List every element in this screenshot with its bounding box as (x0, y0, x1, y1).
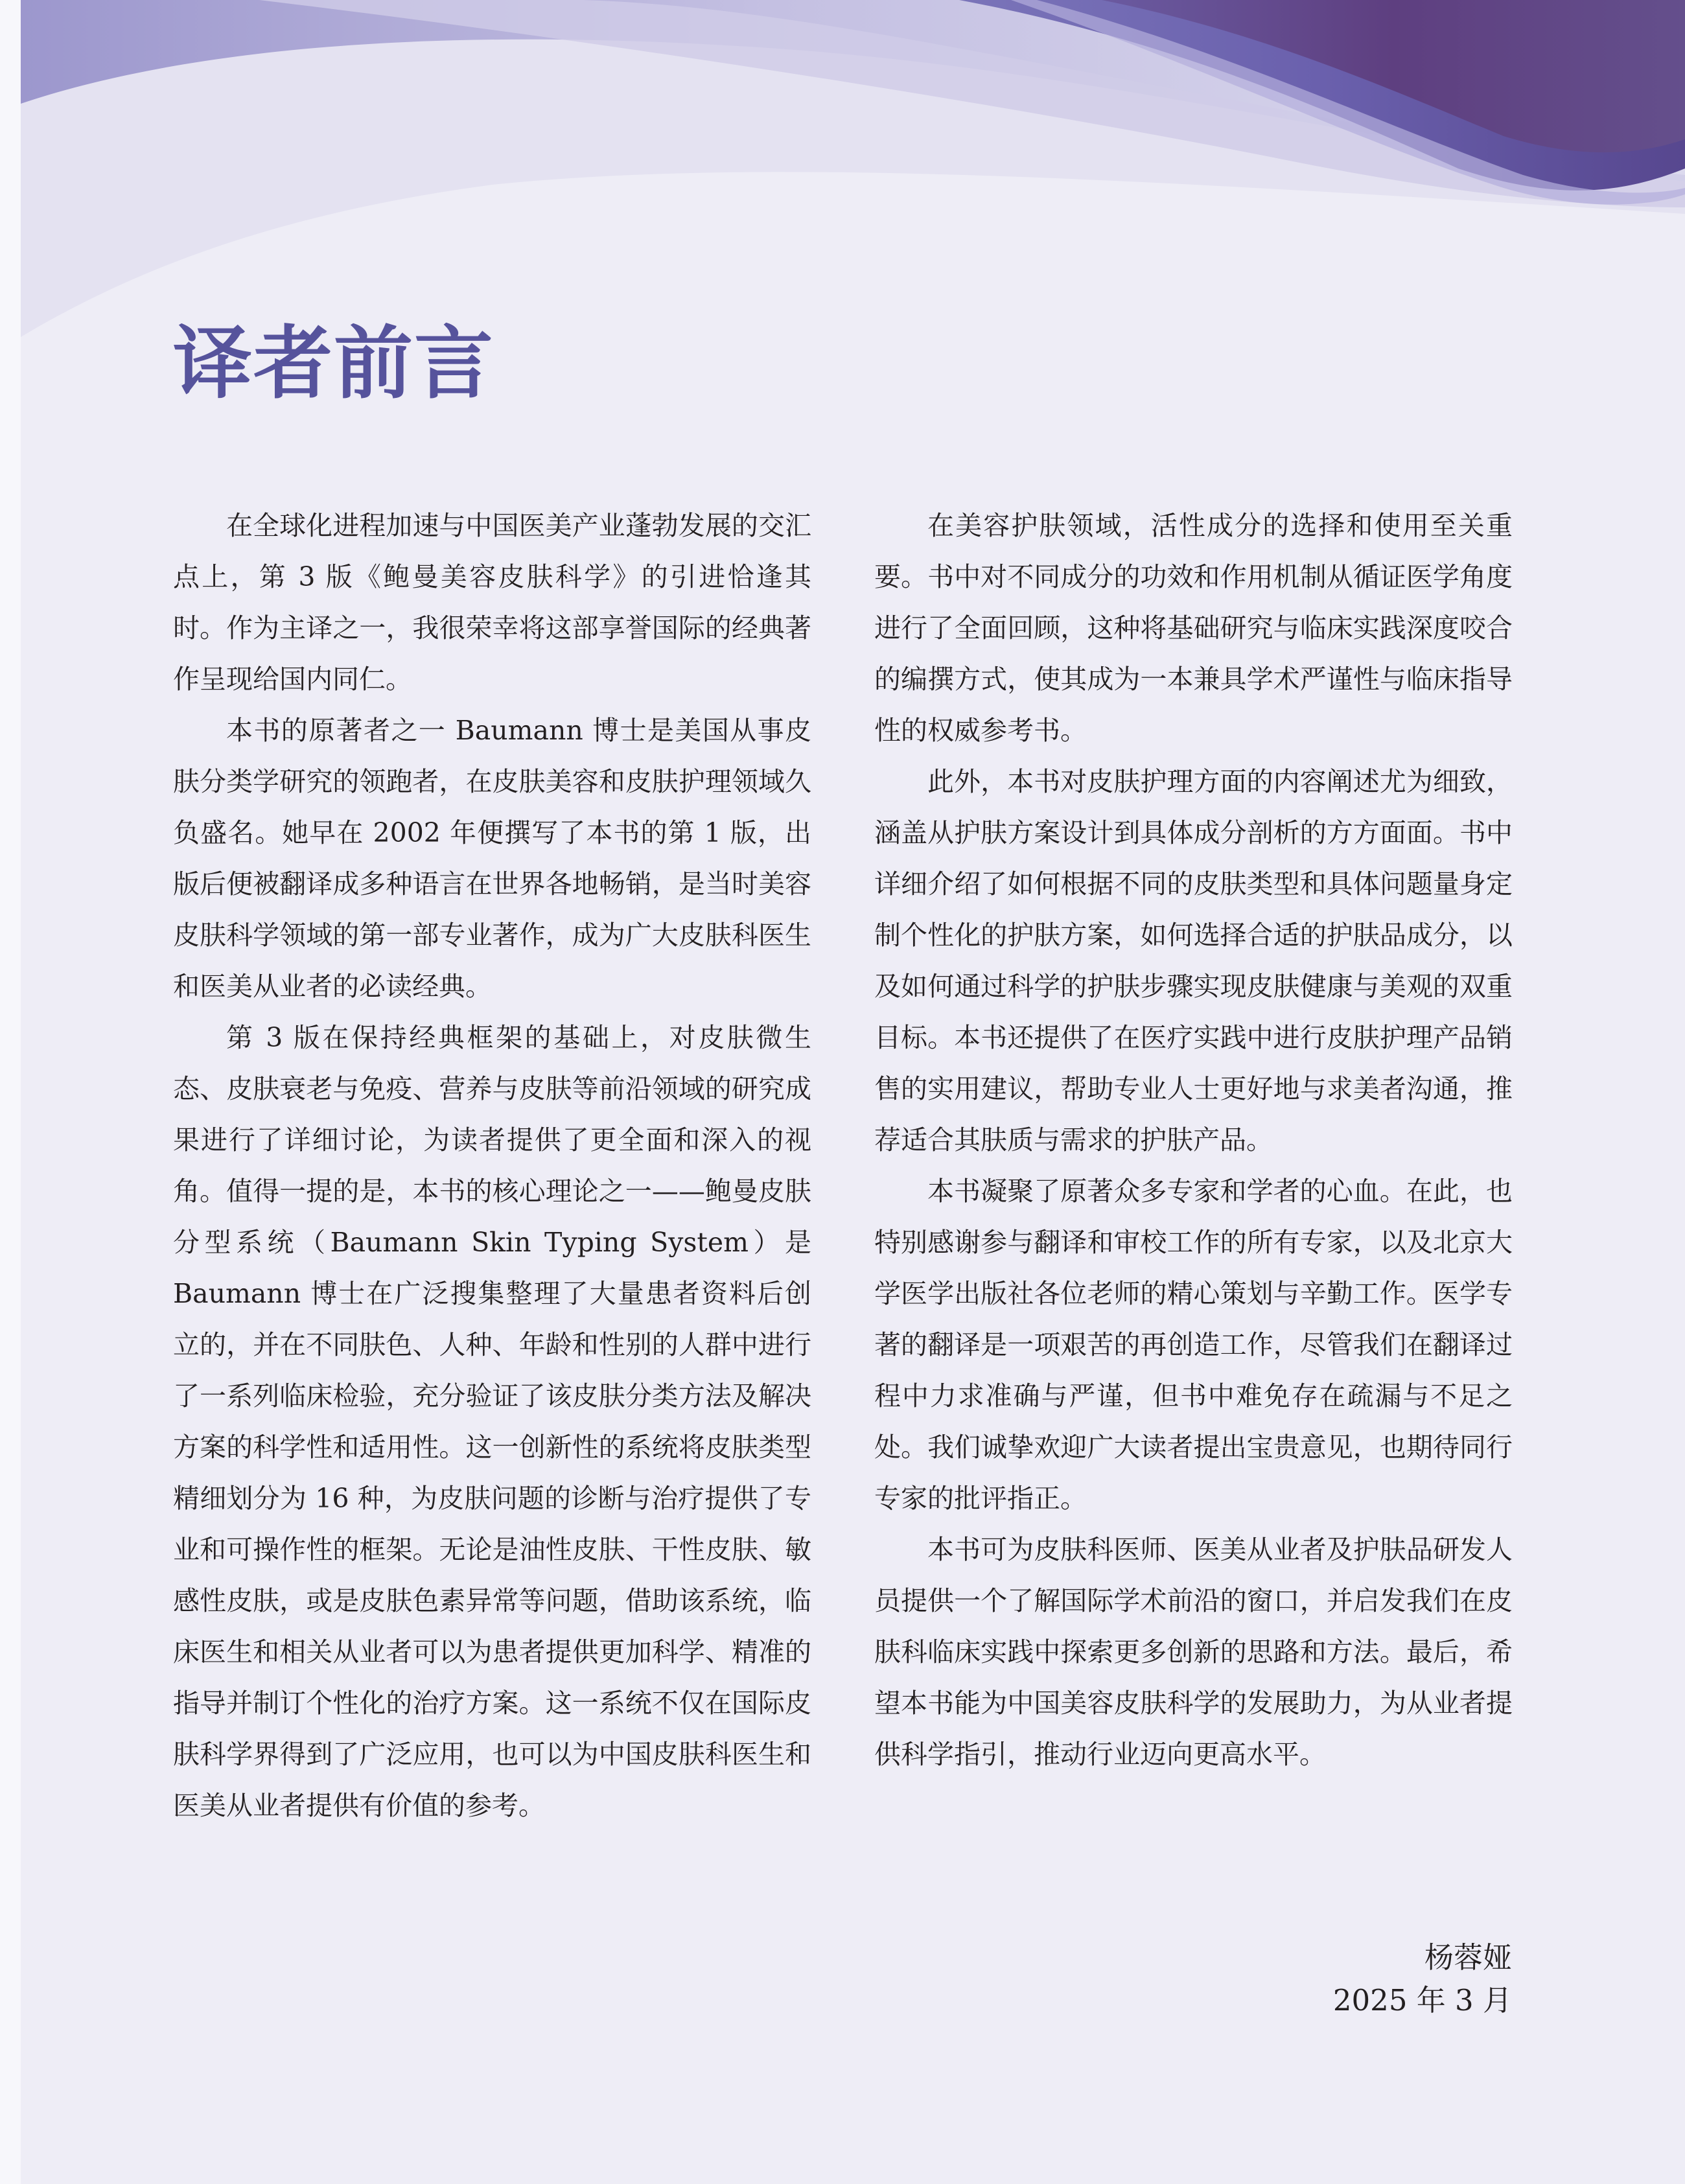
page-title: 译者前言 (173, 316, 494, 410)
paragraph: 第 3 版在保持经典框架的基础上，对皮肤微生态、皮肤衰老与免疫、营养与皮肤等前沿领域的研究成果进行了详细讨论，为读者提供了更全面和深入的视角。值得一提的是，本书的核心理论之一——鲍曼皮肤分型系统（Baumann Skin Typing System）是 Baumann 博士在广泛搜集整理了大量患者资料后创立的，并在不同肤色、人种、年龄和性别的人群中进行了一系列临床检验，充分验证了该皮肤分类方法及解决方案的科学性和适用性。这一创新性的系统将皮肤类型精细划分为 16 种，为皮肤问题的诊断与治疗提供了专业和可操作性的框架。无论是油性皮肤、干性皮肤、敏感性皮肤，或是皮肤色素异常等问题，借助该系统，临床医生和相关从业者可以为患者提供更加科学、精准的指导并制订个性化的治疗方案。这一系统不仅在国际皮肤科学界得到了广泛应用，也可以为中国皮肤科医生和医美从业者提供有价值的参考。 (173, 1022, 811, 1821)
paragraph: 本书的原著者之一 Baumann 博士是美国从事皮肤分类学研究的领跑者，在皮肤美容和皮肤护理领域久负盛名。她早在 2002 年便撰写了本书的第 1 版，出版后便被翻译成多种语言在世界各地畅销，是当时美容皮肤科学领域的第一部专业著作，成为广大皮肤科医生和医美从业者的必读经典。 (173, 715, 811, 1002)
signature-block (1102, 1936, 1512, 2022)
signature-author: 杨蓉娅 (1424, 1940, 1512, 1975)
paragraph: 本书凝聚了原著众多专家和学者的心血。在此，也特别感谢参与翻译和审校工作的所有专家，以及北京大学医学出版社各位老师的精心策划与辛勤工作。医学专著的翻译是一项艰苦的再创造工作，尽管我们在翻译过程中力求准确与严谨，但书中难免存在疏漏与不足之处。我们诚挚欢迎广大读者提出宝贵意见，也期待同行专家的批评指正。 (874, 1176, 1513, 1514)
paragraph: 本书可为皮肤科医师、医美从业者及护肤品研发人员提供一个了解国际学术前沿的窗口，并启发我们在皮肤科临床实践中探索更多创新的思路和方法。最后，希望本书能为中国美容皮肤科学的发展助力，为从业者提供科学指引，推动行业迈向更高水平。 (874, 1534, 1513, 1770)
paragraph: 在美容护肤领域，活性成分的选择和使用至关重要。书中对不同成分的功效和作用机制从循证医学角度进行了全面回顾，这种将基础研究与临床实践深度咬合的编撰方式，使其成为一本兼具学术严谨性与临床指导性的权威参考书。 (874, 510, 1513, 746)
decorative-wave-header (0, 0, 1685, 363)
right-column (874, 500, 1513, 1780)
signature-date: 2025 年 3 月 (1332, 1983, 1512, 2017)
paragraph: 在全球化进程加速与中国医美产业蓬勃发展的交汇点上，第 3 版《鲍曼美容皮肤科学》的引进恰逢其时。作为主译之一，我很荣幸将这部享誉国际的经典著作呈现给国内同仁。 (173, 510, 811, 695)
paragraph: 此外，本书对皮肤护理方面的内容阐述尤为细致，涵盖从护肤方案设计到具体成分剖析的方方面面。书中详细介绍了如何根据不同的皮肤类型和具体问题量身定制个性化的护肤方案，如何选择合适的护肤品成分，以及如何通过科学的护肤步骤实现皮肤健康与美观的双重目标。本书还提供了在医疗实践中进行皮肤护理产品销售的实用建议，帮助专业人士更好地与求美者沟通，推荐适合其肤质与需求的护肤产品。 (874, 766, 1513, 1156)
left-column (173, 500, 811, 1831)
